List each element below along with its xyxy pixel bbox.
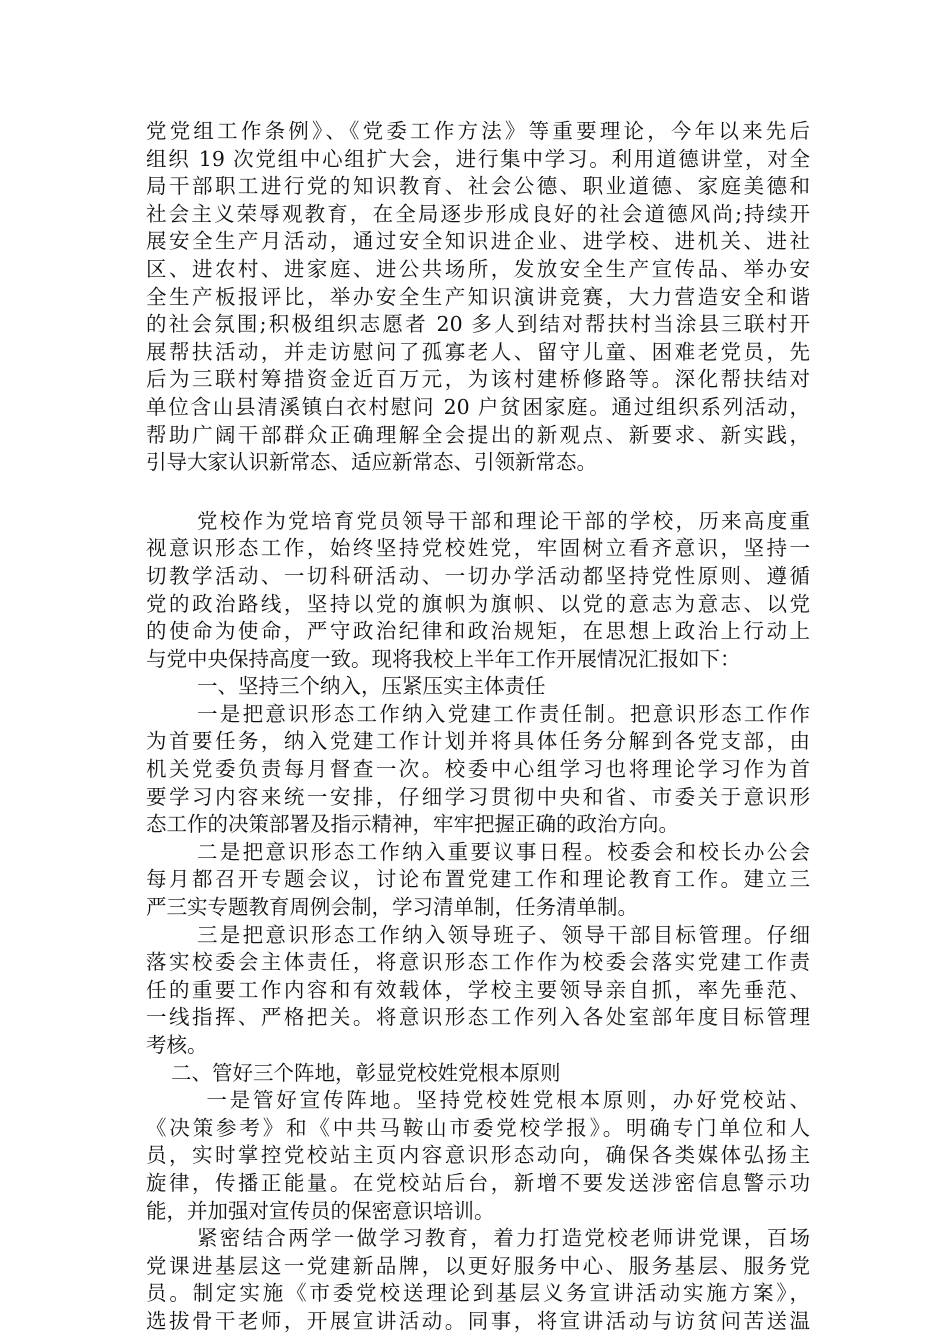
text-line: 旋律，传播正能量。在党校站后台，新增不要发送涉密信息警示功 bbox=[146, 1170, 810, 1195]
text-line: 党课进基层这一党建新品牌，以更好服务中心、服务基层、服务党 bbox=[146, 1253, 810, 1278]
text-line: 为首要任务，纳入党建工作计划并将具体任务分解到各党支部，由 bbox=[146, 729, 810, 754]
text-line: 帮助广阔干部群众正确理解全会提出的新观点、新要求、新实践， bbox=[146, 422, 810, 447]
paragraph-5 bbox=[146, 922, 810, 1060]
text-line: 态工作的决策部署及指示精神，牢牢把握正确的政治方向。 bbox=[146, 812, 679, 837]
text-line: 一线指挥、严格把关。将意识形态工作列入各处室部年度目标管理 bbox=[146, 1005, 810, 1030]
text-line: 任的重要工作内容和有效载体，学校主要领导亲自抓，率先垂范、 bbox=[146, 977, 810, 1002]
paragraph-3 bbox=[146, 701, 810, 839]
paragraph-gap bbox=[146, 477, 810, 508]
paragraph-6 bbox=[146, 1087, 810, 1225]
text-line: 视意识形态工作，始终坚持党校姓党，牢固树立看齐意识，坚持一 bbox=[146, 536, 810, 561]
text-line: 每月都召开专题会议，讨论布置党建工作和理论教育工作。建立三 bbox=[146, 867, 810, 892]
text-line: 与党中央保持高度一致。现将我校上半年工作开展情况汇报如下： bbox=[146, 646, 741, 671]
text-line: 党党组工作条例》、《党委工作方法》等重要理论，今年以来先后 bbox=[146, 119, 810, 143]
text-line: 组织 19 次党组中心组扩大会，进行集中学习。利用道德讲堂，对全 bbox=[146, 146, 810, 171]
text-line: 一是把意识形态工作纳入党建工作责任制。把意识形态工作作 bbox=[197, 701, 810, 726]
text-line: 员，实时掌控党校站主页内容意识形态动向，确保各类媒体弘扬主 bbox=[146, 1143, 810, 1168]
text-line: 单位含山县清溪镇白衣村慰问 20 户贫困家庭。通过组织系列活动， bbox=[146, 394, 810, 419]
text-line: 三是把意识形态工作纳入领导班子、领导干部目标管理。仔细 bbox=[197, 922, 810, 947]
text-line: 能，并加强对宣传员的保密意识培训。 bbox=[146, 1198, 495, 1223]
text-line: 展帮扶活动，并走访慰问了孤寡老人、留守儿童、困难老党员，先 bbox=[146, 339, 810, 364]
paragraph-7 bbox=[146, 1225, 810, 1335]
text-line: 考核。 bbox=[146, 1033, 208, 1057]
text-line: 《决策参考》和《中共马鞍山市委党校学报》。明确专门单位和人 bbox=[146, 1115, 810, 1140]
text-line: 落实校委会主体责任，将意识形态工作作为校委会落实党建工作责 bbox=[146, 950, 810, 975]
text-line: 切教学活动、一切科研活动、一切办学活动都坚持党性原则、遵循 bbox=[146, 563, 810, 588]
document-page bbox=[146, 118, 810, 1336]
paragraph-1 bbox=[146, 118, 810, 477]
text-line: 的使命为使命，严守政治纪律和政治规矩，在思想上政治上行动上 bbox=[146, 619, 810, 644]
paragraph-4 bbox=[146, 839, 810, 922]
text-line: 二是把意识形态工作纳入重要议事日程。校委会和校长办公会 bbox=[197, 839, 810, 864]
text-line: 党校作为党培育党员领导干部和理论干部的学校，历来高度重 bbox=[197, 508, 810, 533]
paragraph-2 bbox=[146, 508, 810, 674]
text-line: 后为三联村筹措资金近百万元，为该村建桥修路等。深化帮扶结对 bbox=[146, 367, 810, 392]
text-line: 员。制定实施《市委党校送理论到基层义务宣讲活动实施方案》， bbox=[146, 1281, 810, 1306]
text-line: 引导大家认识新常态、适应新常态、引领新常态。 bbox=[146, 450, 597, 475]
text-line: 紧密结合两学一做学习教育，着力打造党校老师讲党课，百场 bbox=[197, 1226, 810, 1251]
heading-text: 二、管好三个阵地，彰显党校姓党根本原则 bbox=[171, 1060, 561, 1085]
text-line: 机关党委负责每月督查一次。校委中心组学习也将理论学习作为首 bbox=[146, 757, 810, 782]
text-line: 严三实专题教育周例会制，学习清单制，任务清单制。 bbox=[146, 895, 638, 920]
text-line: 要学习内容来统一安排，仔细学习贯彻中央和省、市委关于意识形 bbox=[146, 784, 810, 809]
section-heading-1 bbox=[146, 673, 810, 701]
section-heading-2 bbox=[146, 1060, 810, 1088]
text-line: 一是管好宣传阵地。坚持党校姓党根本原则，办好党校站、 bbox=[197, 1088, 810, 1113]
text-line: 党的政治路线，坚持以党的旗帜为旗帜、以党的意志为意志、以党 bbox=[146, 591, 810, 616]
text-line: 社会主义荣辱观教育，在全局逐步形成良好的社会道德风尚;持续开 bbox=[146, 201, 810, 226]
text-line: 区、进农村、进家庭、进公共场所，发放安全生产宣传品、举办安 bbox=[146, 256, 810, 281]
text-line: 选拔骨干老师，开展宣讲活动。同事，将宣讲活动与访贫问苦送温 bbox=[146, 1308, 810, 1333]
heading-text: 一、坚持三个纳入，压紧压实主体责任 bbox=[197, 674, 546, 699]
text-line: 的社会氛围;积极组织志愿者 20 多人到结对帮扶村当涂县三联村开 bbox=[146, 312, 810, 337]
text-line: 展安全生产月活动，通过安全知识进企业、进学校、进机关、进社 bbox=[146, 229, 810, 254]
text-line: 局干部职工进行党的知识教育、社会公德、职业道德、家庭美德和 bbox=[146, 174, 810, 199]
text-line: 全生产板报评比，举办安全生产知识演讲竞赛，大力营造安全和谐 bbox=[146, 284, 810, 309]
